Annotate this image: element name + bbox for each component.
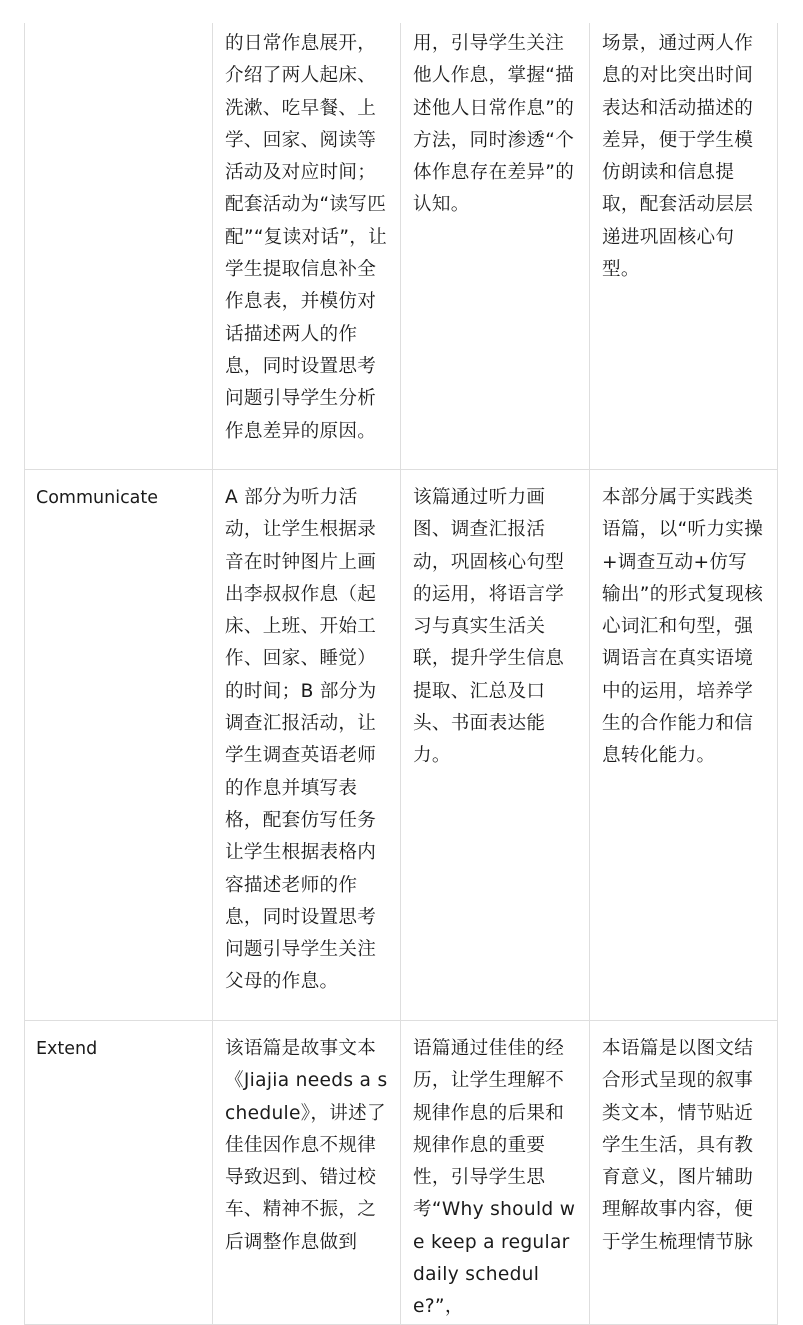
section-label-cell: Communicate [25, 470, 213, 1021]
content-description-cell: 的日常作息展开，介绍了两人起床、洗漱、吃早餐、上学、回家、阅读等活动及对应时间；配套活动为“读写匹配”“复读对话”，让学生提取信息补全作息表，并模仿对话描述两人的作息，同时设置思考问题引导学生分析作息差异的原因。 [213, 23, 401, 470]
content-description-cell: A 部分为听力活动，让学生根据录音在时钟图片上画出李叔叔作息（起床、上班、开始工作、回家、睡觉）的时间；B 部分为调查汇报活动，让学生调查英语老师的作息并填写表格，配套仿写任务让学生根据表格内容描述老师的作息，同时设置思考问题引导学生关注父母的作息。 [213, 470, 401, 1021]
table-row [25, 1021, 778, 1325]
teaching-intent-cell: 语篇通过佳佳的经历，让学生理解不规律作息的后果和规律作息的重要性，引导学生思考“Why should we keep a regular daily schedule?”， [401, 1021, 590, 1325]
teaching-intent-cell: 用，引导学生关注他人作息，掌握“描述他人日常作息”的方法，同时渗透“个体作息存在差异”的认知。 [401, 23, 590, 470]
lesson-analysis-table [24, 23, 778, 1325]
table-row [25, 470, 778, 1021]
teaching-intent-cell: 该篇通过听力画图、调查汇报活动，巩固核心句型的运用，将语言学习与真实生活关联，提升学生信息提取、汇总及口头、书面表达能力。 [401, 470, 590, 1021]
text-feature-cell: 场景，通过两人作息的对比突出时间表达和活动描述的差异，便于学生模仿朗读和信息提取，配套活动层层递进巩固核心句型。 [590, 23, 778, 470]
lesson-analysis-sheet [24, 23, 777, 1325]
content-description-cell: 该语篇是故事文本《Jiajia needs a schedule》，讲述了佳佳因作息不规律导致迟到、错过校车、精神不振，之后调整作息做到 [213, 1021, 401, 1325]
text-feature-cell: 本语篇是以图文结合形式呈现的叙事类文本，情节贴近学生生活，具有教育意义，图片辅助理解故事内容，便于学生梳理情节脉 [590, 1021, 778, 1325]
table-row [25, 23, 778, 470]
section-label-cell: Extend [25, 1021, 213, 1325]
text-feature-cell: 本部分属于实践类语篇，以“听力实操+调查互动+仿写输出”的形式复现核心词汇和句型，强调语言在真实语境中的运用，培养学生的合作能力和信息转化能力。 [590, 470, 778, 1021]
section-label-cell [25, 23, 213, 470]
